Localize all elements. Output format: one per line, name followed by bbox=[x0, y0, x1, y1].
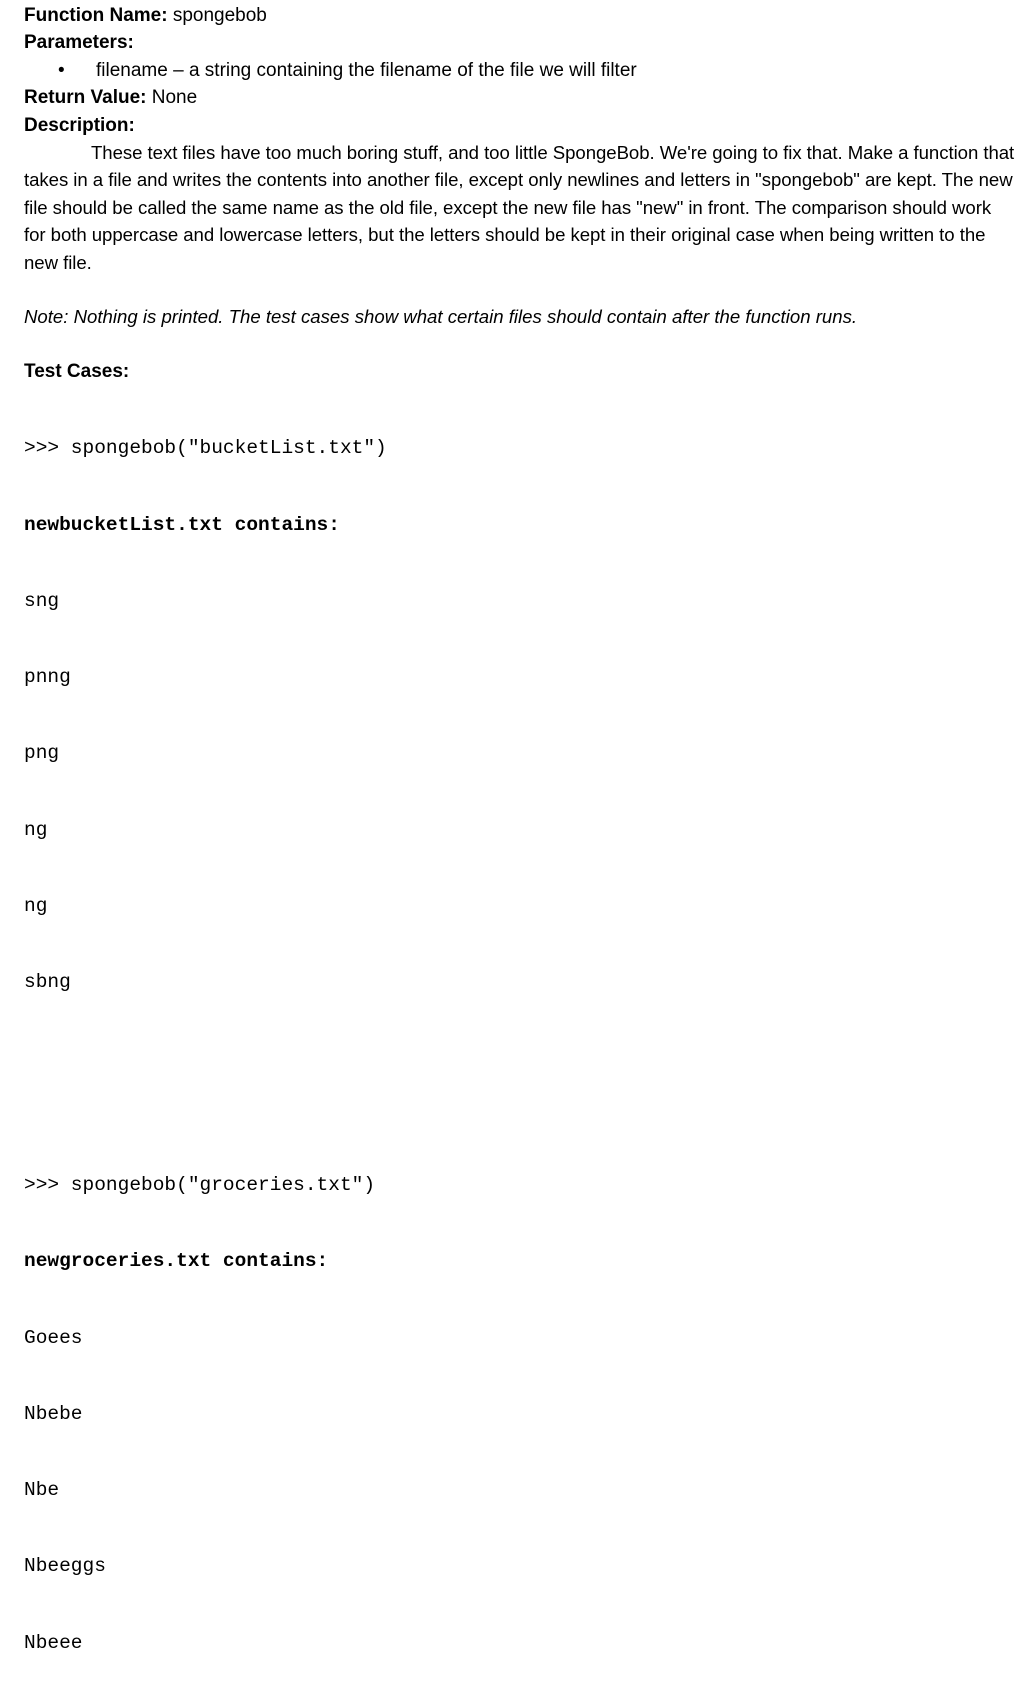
output-line: Goees bbox=[24, 1326, 83, 1349]
function-name-line bbox=[24, 2, 1016, 29]
bullet-icon: • bbox=[58, 59, 65, 81]
output-line: sng bbox=[24, 589, 60, 612]
output-line: Nbe bbox=[24, 1479, 60, 1502]
spacer bbox=[24, 1046, 1016, 1071]
document bbox=[24, 2, 1016, 1707]
output-line: Nbeee bbox=[24, 1631, 83, 1654]
output-line: Nbebe bbox=[24, 1402, 83, 1425]
test-case-2 bbox=[24, 1122, 1016, 1706]
test-call: >>> spongebob("groceries.txt") bbox=[24, 1174, 376, 1197]
output-line: sbng bbox=[24, 970, 71, 993]
test-cases-label: Test Cases: bbox=[24, 361, 130, 383]
description-paragraph: These text files have too much boring stuff, and too little SpongeBob. We're going to fix that. Make a function that takes in a file and writes the contents into another file, except only newlines and letters in "spongebob" are kept. The new file should be called the same name as the old file, except the new file has "new" in front. The comparison should work for both uppercase and lowercase letters, but the letters should be kept in their original case when being written to the new file. bbox=[24, 142, 1015, 273]
return-value-text: None bbox=[146, 87, 198, 109]
output-line: png bbox=[24, 742, 60, 765]
function-name-label: Function Name: bbox=[24, 5, 168, 26]
parameter-text: filename – a string containing the filename of the file we will filter bbox=[96, 59, 637, 81]
function-name-value: spongebob bbox=[167, 5, 267, 26]
note-text: Note: Nothing is printed. The test cases show what certain files should contain after the function runs. bbox=[24, 306, 858, 328]
output-line: ng bbox=[24, 894, 48, 917]
test-result-header: newgroceries.txt contains: bbox=[24, 1250, 329, 1273]
description-label: Description: bbox=[24, 114, 135, 136]
test-result-header: newbucketList.txt contains: bbox=[24, 513, 340, 536]
output-line: ng bbox=[24, 818, 48, 841]
return-value-label: Return Value: bbox=[24, 87, 147, 109]
test-call: >>> spongebob("bucketList.txt") bbox=[24, 437, 387, 460]
parameters-label: Parameters: bbox=[24, 32, 134, 54]
return-value-line bbox=[24, 84, 1016, 111]
parameter-item bbox=[24, 57, 1016, 84]
output-line: pnng bbox=[24, 666, 71, 689]
output-line: Nbeeggs bbox=[24, 1555, 106, 1578]
test-case-1 bbox=[24, 386, 1016, 1123]
